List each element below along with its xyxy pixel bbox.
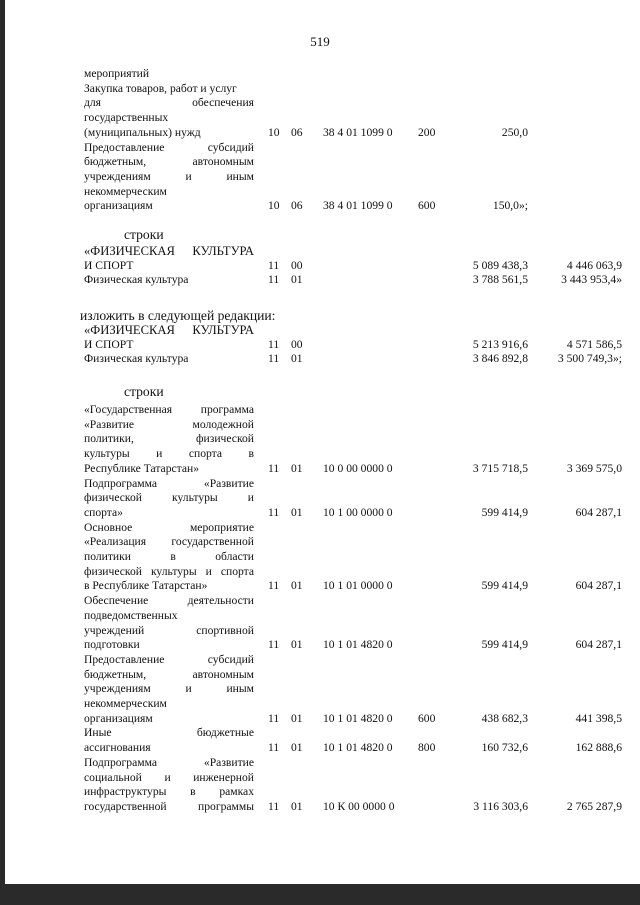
row-name: «Государственная программа bbox=[84, 403, 254, 416]
amount-year-2: 3 500 749,3»; bbox=[557, 352, 622, 365]
row-name: «ФИЗИЧЕСКАЯ КУЛЬТУРА bbox=[84, 244, 254, 258]
table-row bbox=[0, 579, 640, 593]
table-row bbox=[0, 67, 640, 81]
table-row bbox=[0, 756, 640, 770]
amount-year-2: 3 369 575,0 bbox=[566, 461, 622, 475]
table-row bbox=[0, 447, 640, 461]
row-name: Основное мероприятие bbox=[84, 520, 254, 534]
table-row bbox=[0, 609, 640, 623]
row-name: «Развитие молодежной bbox=[84, 417, 254, 431]
target-article-code: 10 1 01 0000 0 bbox=[323, 579, 393, 593]
row-name: Закупка товаров, работ и услуг bbox=[84, 81, 237, 95]
row-name: Предоставление субсидий bbox=[84, 140, 254, 154]
table-row bbox=[0, 712, 640, 726]
subsection-code: 01 bbox=[291, 505, 303, 519]
amount-year-1: 438 682,3 bbox=[481, 711, 528, 725]
row-name: «Реализация государственной bbox=[84, 535, 254, 549]
table-row bbox=[0, 82, 640, 96]
table-row bbox=[0, 111, 640, 125]
target-article-code: 10 1 01 4820 0 bbox=[323, 741, 393, 755]
section-code: 11 bbox=[268, 337, 280, 351]
target-article-code: 10 1 01 4820 0 bbox=[323, 711, 393, 725]
subsection-code: 01 bbox=[291, 741, 303, 755]
row-name: учреждениям и иным bbox=[84, 169, 254, 183]
subsection-code: 01 bbox=[291, 799, 303, 813]
amount-year-1: 3 715 718,5 bbox=[472, 461, 528, 475]
row-name: организациям bbox=[84, 711, 153, 725]
row-name: И СПОРТ bbox=[84, 258, 134, 272]
table-row bbox=[0, 259, 640, 273]
table-row bbox=[0, 199, 640, 213]
table-row bbox=[0, 726, 640, 740]
section-code: 11 bbox=[268, 741, 280, 755]
row-name: учреждениям и иным bbox=[84, 682, 254, 696]
scan-edge-bottom bbox=[0, 884, 640, 905]
table-row bbox=[0, 477, 640, 491]
subsection-code: 01 bbox=[291, 579, 303, 593]
target-article-code: 10 0 00 0000 0 bbox=[323, 461, 393, 475]
table-row bbox=[0, 170, 640, 184]
target-article-code: 38 4 01 1099 0 bbox=[323, 199, 393, 213]
subsection-code: 01 bbox=[291, 461, 303, 475]
target-article-code: 10 К 00 0000 0 bbox=[323, 799, 395, 813]
table-row bbox=[0, 535, 640, 549]
amount-year-2: 604 287,1 bbox=[575, 579, 622, 593]
row-name: мероприятий bbox=[84, 67, 150, 80]
row-name: Подпрограмма «Развитие bbox=[84, 476, 254, 490]
row-name: в Республике Татарстан» bbox=[84, 579, 208, 593]
section-code: 10 bbox=[268, 199, 280, 213]
table-row bbox=[0, 244, 640, 258]
section-code: 11 bbox=[268, 799, 280, 813]
row-name: организациям bbox=[84, 199, 153, 213]
amount-year-2: 162 888,6 bbox=[575, 741, 622, 755]
table-row bbox=[0, 185, 640, 199]
amount-year-1: 160 732,6 bbox=[481, 741, 528, 755]
amount-year-1: 150,0»; bbox=[492, 199, 528, 213]
subsection-code: 00 bbox=[291, 258, 303, 272]
row-name: «ФИЗИЧЕСКАЯ КУЛЬТУРА bbox=[84, 323, 254, 337]
table-row bbox=[0, 624, 640, 638]
table-row bbox=[0, 668, 640, 682]
target-article-code: 10 1 00 0000 0 bbox=[323, 505, 393, 519]
table-row bbox=[0, 418, 640, 432]
row-name: физической культуры и спорта bbox=[84, 564, 254, 578]
subsection-code: 00 bbox=[291, 337, 303, 351]
table-row bbox=[0, 432, 640, 446]
amount-year-2: 604 287,1 bbox=[575, 638, 622, 652]
row-name: спорта» bbox=[84, 505, 123, 519]
page-number: 519 bbox=[310, 34, 330, 49]
section-code: 11 bbox=[268, 352, 280, 365]
row-name: И СПОРТ bbox=[84, 337, 134, 351]
row-name: Физическая культура bbox=[84, 273, 189, 286]
section-code: 11 bbox=[268, 258, 280, 272]
table-row bbox=[0, 521, 640, 535]
subsection-code: 01 bbox=[291, 273, 303, 286]
table-row bbox=[0, 155, 640, 169]
expense-type-code: 600 bbox=[418, 199, 436, 213]
table-row bbox=[0, 550, 640, 564]
target-article-code: 10 1 01 4820 0 bbox=[323, 638, 393, 652]
table-row bbox=[0, 462, 640, 476]
row-name: политики в области bbox=[84, 550, 254, 563]
amount-year-2: 3 443 953,4» bbox=[561, 273, 622, 286]
table-row bbox=[0, 403, 640, 417]
table-row bbox=[0, 506, 640, 520]
table-row bbox=[0, 323, 640, 337]
row-name: политики, физической bbox=[84, 432, 254, 446]
table-row bbox=[0, 653, 640, 667]
row-name: инфраструктуры в рамках bbox=[84, 785, 254, 799]
row-name: для обеспечения bbox=[84, 96, 254, 110]
table-row bbox=[0, 741, 640, 755]
table-row bbox=[0, 338, 640, 352]
table-row bbox=[0, 785, 640, 799]
subsection-code: 01 bbox=[291, 638, 303, 652]
row-name: учреждений спортивной bbox=[84, 623, 254, 637]
section-code: 10 bbox=[268, 125, 280, 139]
amount-year-2: 4 571 586,5 bbox=[566, 337, 622, 351]
row-name: государственных bbox=[84, 111, 169, 125]
amount-year-2: 604 287,1 bbox=[575, 505, 622, 519]
expense-type-code: 200 bbox=[418, 125, 436, 139]
row-name: подготовки bbox=[84, 638, 140, 652]
section-code: 11 bbox=[268, 461, 280, 475]
expense-type-code: 800 bbox=[418, 741, 436, 755]
row-name: некоммерческим bbox=[84, 184, 167, 198]
amount-year-2: 441 398,5 bbox=[575, 711, 622, 725]
row-name: государственной программы bbox=[84, 799, 254, 813]
heading-stroki-2: строки bbox=[124, 384, 164, 399]
section-code: 11 bbox=[268, 711, 280, 725]
section-code: 11 bbox=[268, 579, 280, 593]
row-name: Республике Татарстан» bbox=[84, 461, 200, 475]
row-name: бюджетным, автономным bbox=[84, 155, 254, 169]
target-article-code: 38 4 01 1099 0 bbox=[323, 125, 393, 139]
subsection-code: 01 bbox=[291, 711, 303, 725]
table-row bbox=[0, 273, 640, 287]
table-row bbox=[0, 126, 640, 140]
table-row bbox=[0, 800, 640, 814]
subsection-code: 01 bbox=[291, 352, 303, 365]
row-name: культуры и спорта в bbox=[84, 447, 254, 461]
row-name: некоммерческим bbox=[84, 697, 167, 710]
table-row bbox=[0, 638, 640, 652]
table-row bbox=[0, 594, 640, 608]
table-row bbox=[0, 96, 640, 110]
subsection-code: 06 bbox=[291, 125, 303, 139]
row-name: Обеспечение деятельности bbox=[84, 594, 254, 608]
heading-redaction: изложить в следующей редакции: bbox=[80, 308, 276, 323]
amount-year-1: 599 414,9 bbox=[481, 579, 528, 593]
subsection-code: 06 bbox=[291, 199, 303, 213]
amount-year-2: 4 446 063,9 bbox=[566, 258, 622, 272]
row-name: бюджетным, автономным bbox=[84, 667, 254, 681]
amount-year-1: 599 414,9 bbox=[481, 505, 528, 519]
amount-year-1: 599 414,9 bbox=[481, 638, 528, 652]
section-code: 11 bbox=[268, 505, 280, 519]
amount-year-2: 2 765 287,9 bbox=[566, 799, 622, 813]
heading-stroki-1: строки bbox=[124, 227, 164, 242]
row-name: Предоставление субсидий bbox=[84, 652, 254, 666]
table-row bbox=[0, 565, 640, 579]
amount-year-1: 3 788 561,5 bbox=[472, 273, 528, 286]
amount-year-1: 250,0 bbox=[501, 125, 528, 139]
section-code: 11 bbox=[268, 273, 280, 286]
table-row bbox=[0, 682, 640, 696]
expense-type-code: 600 bbox=[418, 711, 436, 725]
row-name: ассигнования bbox=[84, 741, 151, 755]
table-row bbox=[0, 352, 640, 366]
amount-year-1: 3 116 303,6 bbox=[473, 799, 528, 813]
row-name: Иные бюджетные bbox=[84, 726, 254, 740]
amount-year-1: 5 089 438,3 bbox=[472, 258, 528, 272]
table-row bbox=[0, 491, 640, 505]
section-code: 11 bbox=[268, 638, 280, 652]
row-name: (муниципальных) нужд bbox=[84, 125, 201, 139]
row-name: подведомственных bbox=[84, 608, 178, 622]
amount-year-1: 5 213 916,6 bbox=[472, 337, 528, 351]
row-name: Физическая культура bbox=[84, 352, 189, 365]
amount-year-1: 3 846 892,8 bbox=[472, 352, 528, 365]
row-name: социальной и инженерной bbox=[84, 770, 254, 784]
table-row bbox=[0, 697, 640, 711]
table-row bbox=[0, 771, 640, 785]
row-name: Подпрограмма «Развитие bbox=[84, 755, 254, 769]
row-name: физической культуры и bbox=[84, 491, 254, 505]
table-row bbox=[0, 141, 640, 155]
